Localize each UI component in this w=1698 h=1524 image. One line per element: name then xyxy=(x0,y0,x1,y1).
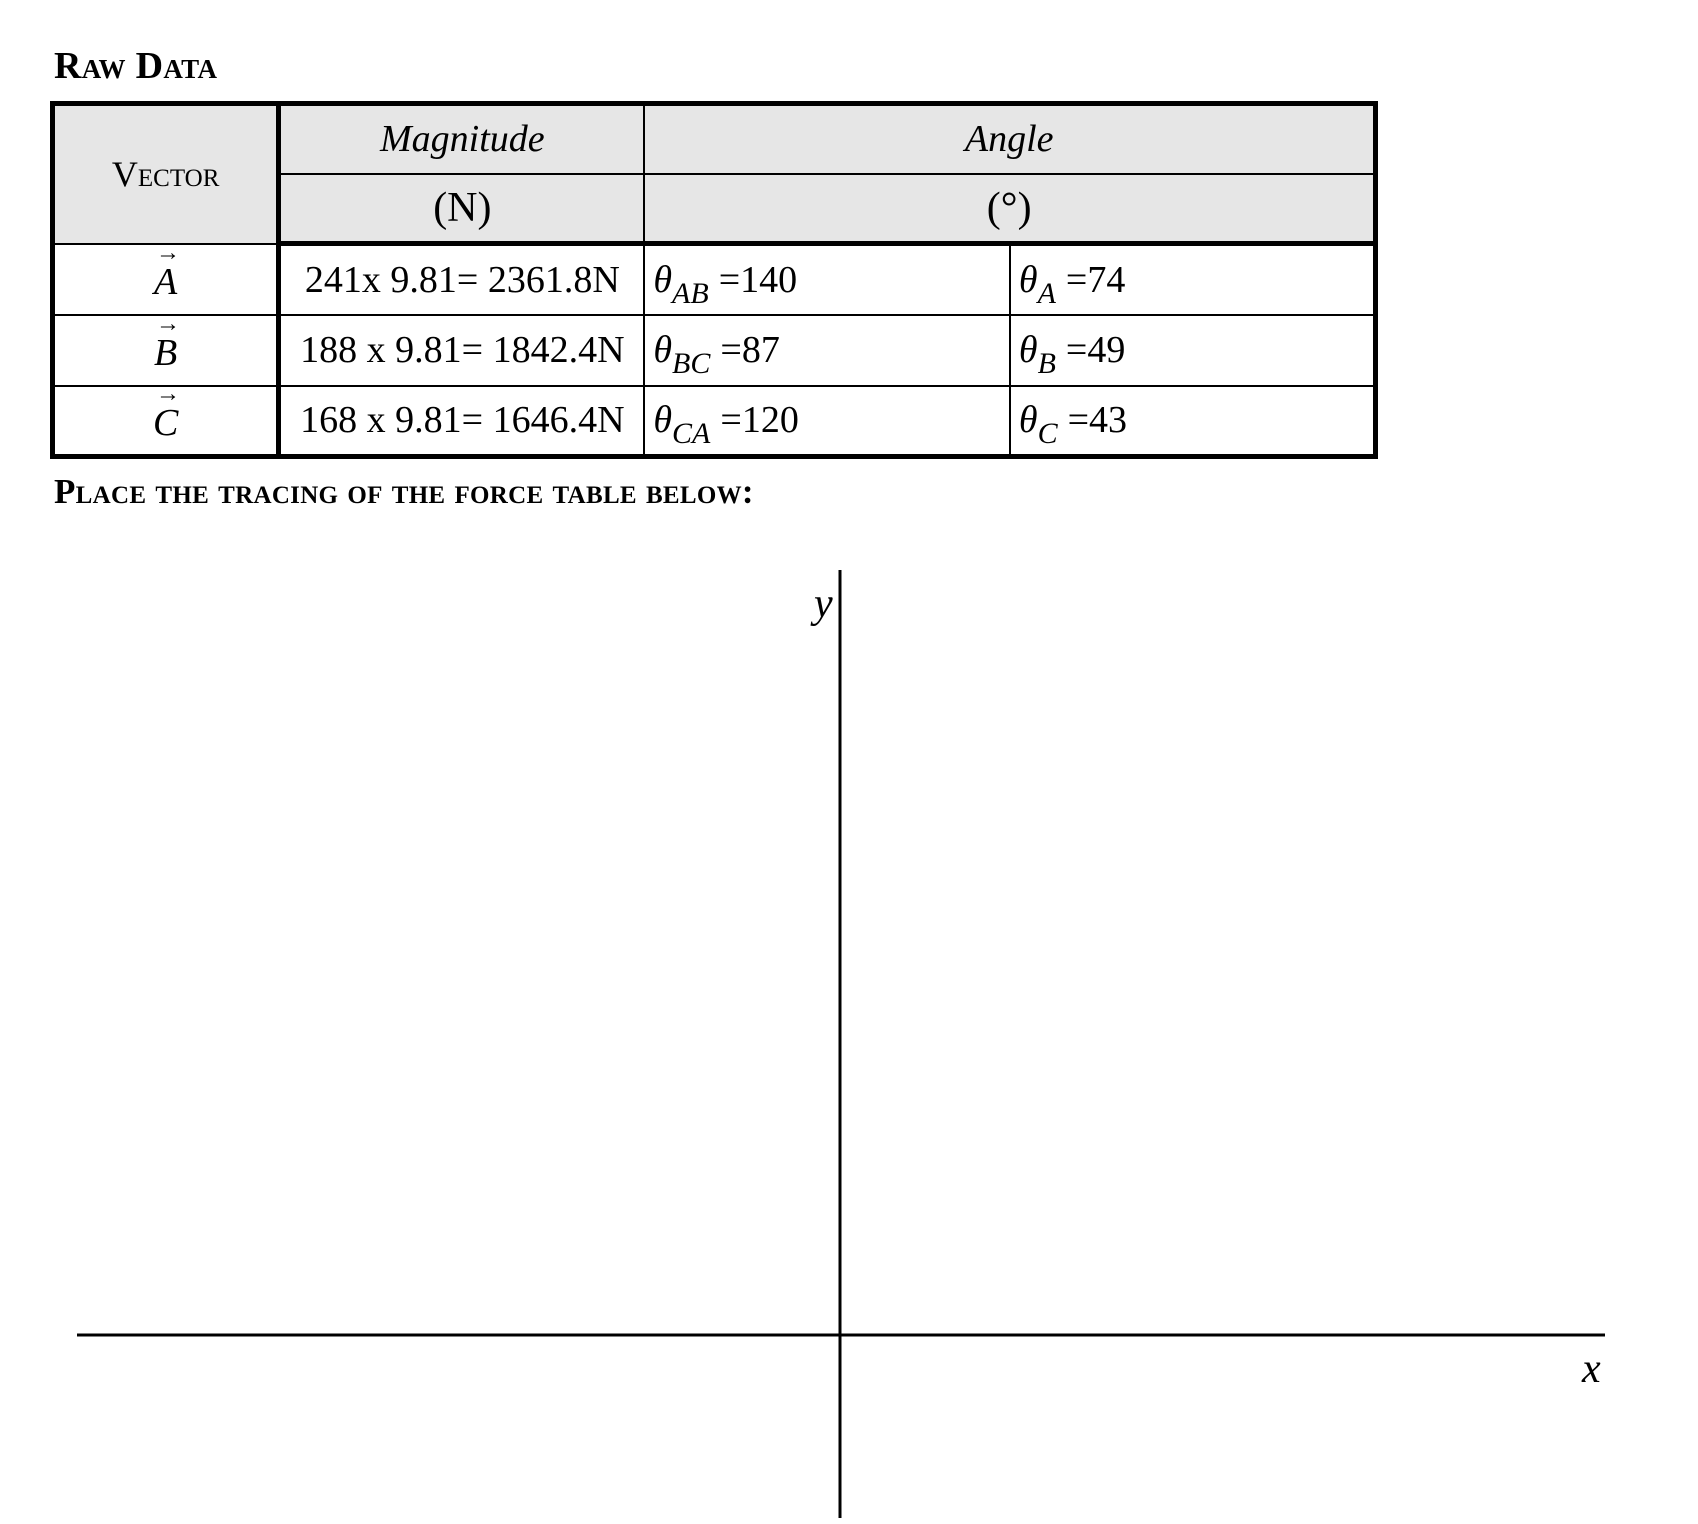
magnitude-unit: (N) xyxy=(279,174,645,244)
vector-arrow-icon: → xyxy=(156,381,181,408)
vector-symbol: A xyxy=(154,261,178,303)
vector-symbol: C xyxy=(152,402,179,445)
angle-unit: (°) xyxy=(644,174,1375,244)
y-axis-label: y xyxy=(814,581,833,627)
magnitude-cell: 188 x 9.81= 1842.4N xyxy=(279,315,645,386)
vector-column-header: Vector xyxy=(53,104,279,244)
vector-arrow-icon: → xyxy=(156,311,181,337)
angle-column-header: Angle xyxy=(644,104,1375,174)
vector-angle-cell: $\theta_C =43$ xyxy=(1010,386,1376,457)
raw-data-heading: Raw Data xyxy=(54,45,218,87)
magnitude-cell: 241x 9.81= 2361.8N xyxy=(279,244,645,315)
magnitude-cell: 168 x 9.81= 1646.4N xyxy=(279,386,645,457)
vector-arrow-icon: → xyxy=(156,240,181,266)
vector-symbol: B xyxy=(154,332,178,374)
x-axis-label: x xyxy=(1582,1346,1601,1392)
pair-angle-cell: $\theta_{AB} =140$ xyxy=(644,244,1010,315)
pair-angle-cell: $\theta_{BC} =87$ xyxy=(644,315,1010,386)
vector-angle-cell: $\theta_B =49$ xyxy=(1010,315,1376,386)
pair-angle-cell: $\theta_{CA} =120$ xyxy=(644,386,1010,457)
tracing-heading: Place the tracing of the force table below: xyxy=(54,472,754,511)
vector-angle-cell: $\theta_A =74$ xyxy=(1010,244,1376,315)
magnitude-column-header: Magnitude xyxy=(279,104,645,174)
